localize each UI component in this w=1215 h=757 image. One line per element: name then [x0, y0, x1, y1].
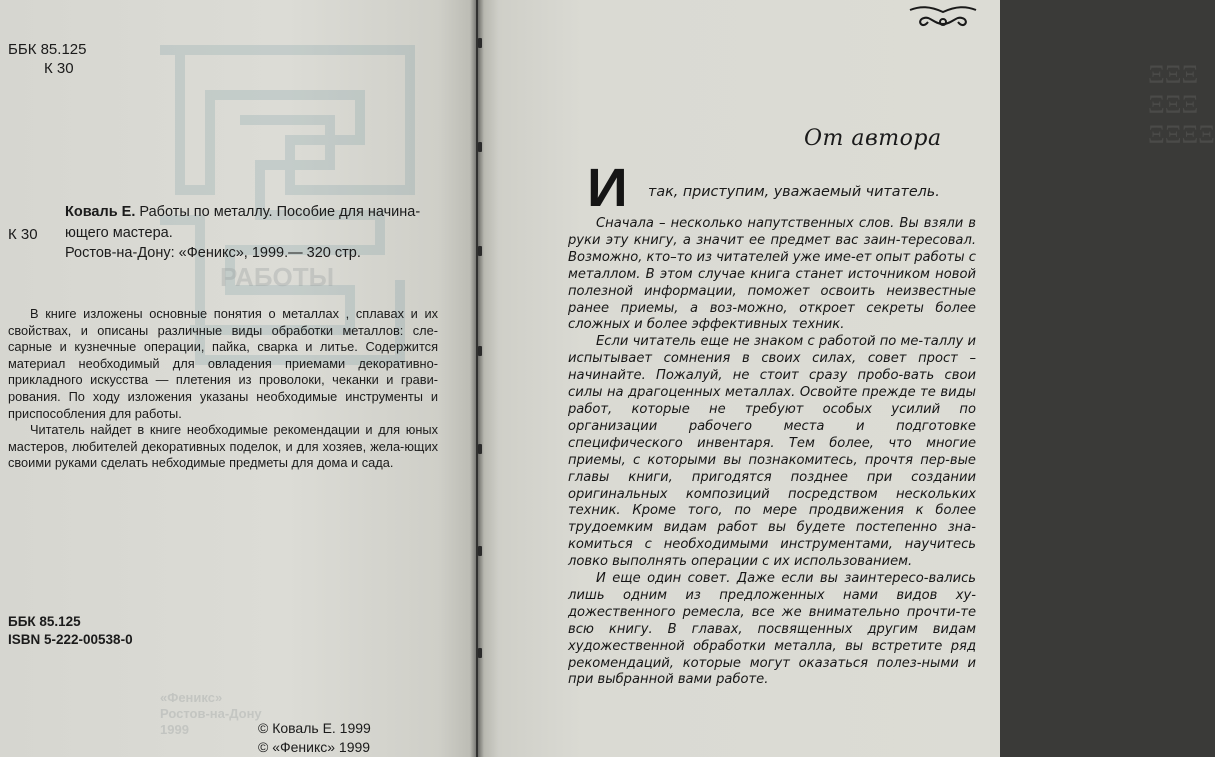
copyright-author: © Коваль Е. 1999 — [258, 720, 371, 736]
binding-stitch — [478, 346, 482, 356]
annotation-paragraph-2: Читатель найдет в книге необходимые рекомендации и для юных мастеров, любителей декоративных поделок, и для хозяев, жела-ющих своими руками сделать нeбходимые предметы для дома и сада. — [8, 422, 438, 471]
opening-line: так, приступим, уважаемый читатель. — [648, 184, 940, 200]
show-through-text: РАБОТЫ — [220, 262, 335, 292]
section-heading: От автора — [804, 126, 942, 151]
bbk-code: ББК 85.125 — [8, 41, 87, 58]
ornament-icon — [908, 4, 978, 32]
drop-cap: И — [587, 158, 628, 218]
left-page — [0, 0, 476, 757]
binding-stitch — [478, 246, 482, 256]
biblio-imprint: Ростов-на-Дону: «Феникс», 1999.— 320 стр. — [65, 245, 361, 261]
preface-paragraph-3: И еще один совет. Даже если вы заинтересо-вались лишь одним из предложенных нами видов ху-дожественного ремесла, все же внимательно прочти-те всю книгу. В главах, посвященных другим видам художественной обработки металла, вы встретите ряд рекомендаций, которые могут оказаться полез-ными и при выбранной вами работе. — [568, 571, 976, 688]
preface-text — [568, 216, 976, 689]
preface-paragraph-1: Сначала – несколько напутственных слов. Вы взяли в руки эту книгу, а значит ее предмет вас заин-тересовал. Возможно, кто–то из читателей уже име-ет опыт работы с металлом. В этом случае книга станет источником новой полезной информации, поможет освоить неизвестные ранее приемы, а воз-можно, откроет секреты более сложных и более эффективных техник. — [568, 216, 976, 333]
annotation — [8, 306, 438, 472]
book-gutter — [470, 0, 484, 757]
biblio-title-cont: ющего мастера. — [65, 224, 173, 241]
binding-stitch — [478, 444, 482, 454]
binding-stitch — [478, 546, 482, 556]
bbk-isbn-block — [8, 613, 133, 649]
binding-stitch — [478, 648, 482, 658]
biblio-author: Коваль Е. — [65, 204, 136, 220]
binding-stitch — [478, 38, 482, 48]
binding-stitch — [478, 142, 482, 152]
isbn: ISBN 5-222-00538-0 — [8, 632, 133, 647]
show-through-imprint: «Феникс» Ростов-на-Дону 1999 — [160, 690, 262, 737]
author-mark: К 30 — [44, 60, 74, 77]
copyright-block — [258, 719, 371, 757]
copyright-publisher: © «Феникс» 1999 — [258, 739, 371, 755]
bbk-code-bottom: ББК 85.125 — [8, 614, 81, 629]
bbk-header — [8, 40, 86, 78]
preface-paragraph-2: Если читатель еще не знаком с работой по ме-таллу и испытывает сомнения в своих силах, совет прост – начинайте. Пожалуй, не стоит сразу пробо-вать свои силы на драгоценных металлах. Освойте прежде те виды работ, которые не требуют особых усилий по организации рабочего места и подготовке специфического инвентаря. Тем более, что многие приемы, с которыми вы познакомитесь, прочтя пер-вые главы книги, пригодятся позднее при создании оригинальных композиций посредством нескольких техник. Кроме того, по мере продвижения к более трудоемким видам работ вы будете постепенно зна-комиться с необходимыми инструментами, научитесь ловко выполнять операции с их использованием. — [568, 334, 976, 570]
catalog-mark: К 30 — [8, 226, 38, 243]
biblio-title: Работы по металлу. Пособие для начина- — [139, 204, 421, 220]
show-through-text: ΞΞΞ ΞΞΞ ΞΞΞΞ — [1148, 60, 1215, 149]
bibliographic-record — [65, 202, 445, 264]
annotation-paragraph-1: В книге изложены основные понятия о металлах , сплавах и их свойствах, и описаны различные виды обработки металлов: сле-сарные и кузнечные операции, пайка, сварка и литье. Содержится материал необходимый для овладения приемами декоративно-прикладного искусства — плетения из проволоки, чеканки и грави-рования. По ходу изложения указаны необходимые инструменты и приспособления для работы. — [8, 306, 438, 421]
